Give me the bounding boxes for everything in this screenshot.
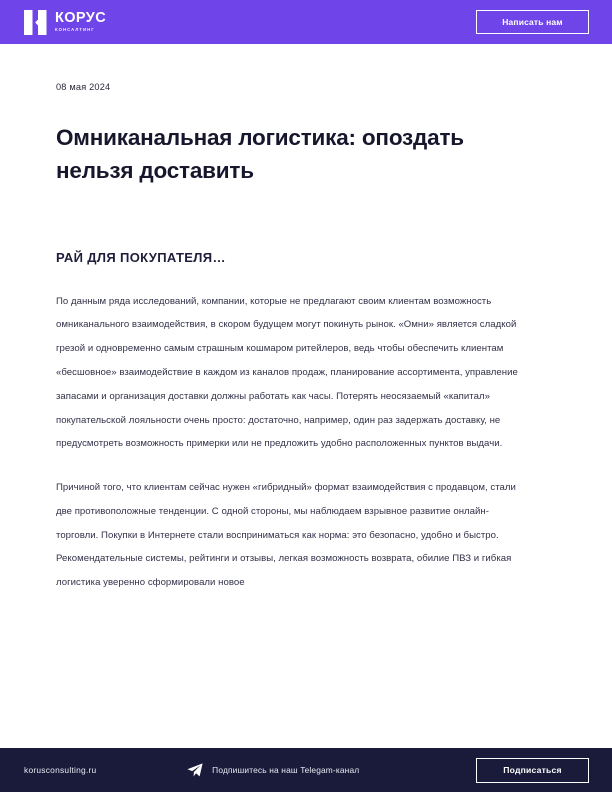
article-paragraph: Причиной того, что клиентам сейчас нужен «гибридный» формат взаимодействия с продавцом, стали две противоположные тенденции. С одной стороны, мы наблюдаем взрывное развитие онлайн-торговли. Покупки в Интернете стали восприниматься как норма: это безопасно, удобно и быстро. Рекомендательные системы, рейтинги и отзывы, легкая возможность возврата, обилие ПВЗ и гибкая логистика уверенно сформировали новое	[56, 482, 516, 589]
telegram-paper-plane-icon	[187, 763, 203, 777]
subscribe-button[interactable]: Подписаться	[476, 758, 589, 783]
footer-site-url[interactable]: korusconsulting.ru	[24, 765, 97, 775]
brand-logo[interactable]	[24, 10, 106, 35]
korus-k-logo-icon	[24, 10, 48, 35]
section-heading: РАЙ ДЛЯ ПОКУПАТЕЛЯ…	[56, 249, 226, 265]
contact-us-button[interactable]: Написать нам	[476, 10, 589, 34]
site-header	[0, 0, 612, 44]
site-footer	[0, 748, 612, 792]
article-paragraph: По данным ряда исследований, компании, которые не предлагают своим клиентам возможность омниканального взаимодействия, в скором будущем могут покинуть рынок. «Омни» является сладкой грезой и одновременно самым страшным кошмаром ритейлеров, ведь чтобы обеспечить клиентам «бесшовное» взаимодействие в каждом из каналов продаж, планирование ассортимента, управление запасами и организация доставки должны работать как часы. Потерять неосязаемый «капитал» покупательской лояльности очень просто: достаточно, например, один раз задержать доставку, не предусмотреть возможность примерки или не предложить удобно расположенных пунктов выдачи.	[56, 295, 518, 450]
publication-date: 08 мая 2024	[56, 82, 111, 92]
footer-telegram-promo	[96, 763, 476, 777]
brand-text-block	[55, 11, 106, 32]
footer-promo-text: Подпишитесь на наш Telegam-канал	[212, 765, 360, 775]
brand-name: КОРУС	[55, 10, 107, 27]
page-title: Омниканальная логистика: опоздать нельзя доставить	[56, 125, 464, 184]
article-content	[0, 44, 612, 748]
brand-subtitle: КОНСАЛТИНГ	[55, 27, 95, 33]
